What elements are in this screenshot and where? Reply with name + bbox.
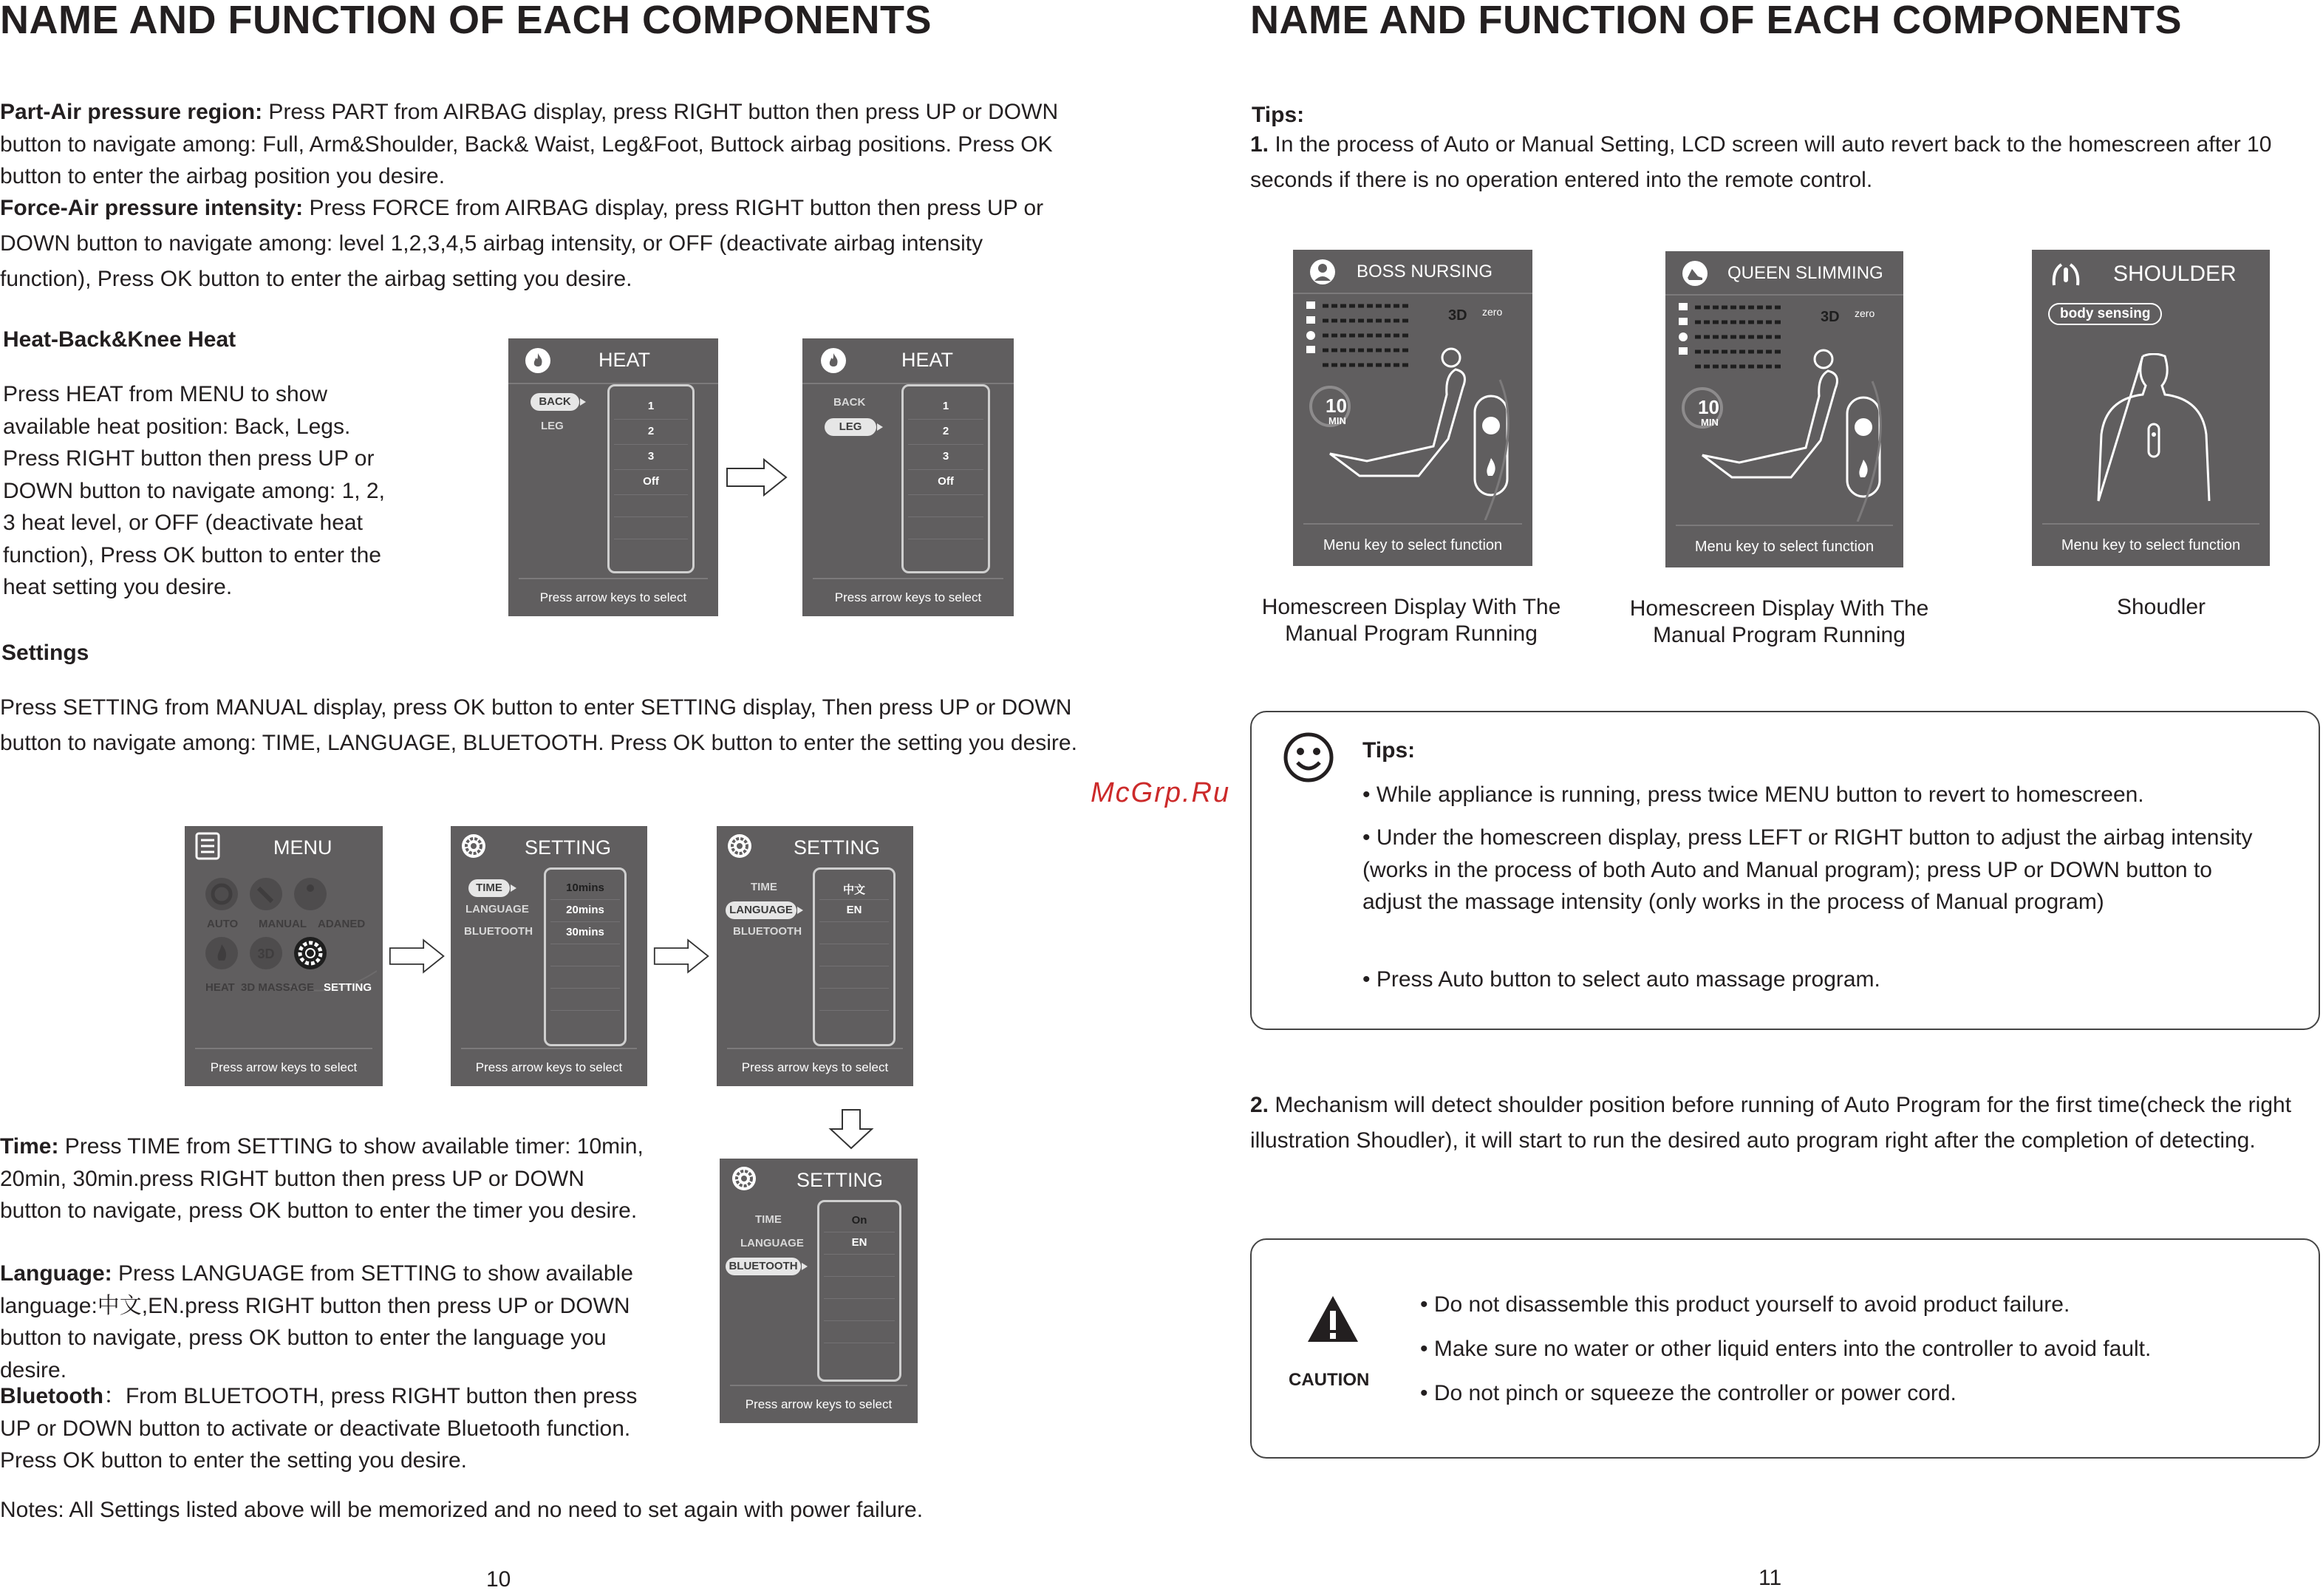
heat-level-panel: [607, 384, 695, 573]
homescreen1-timer: 10: [1326, 395, 1347, 417]
notes-text: Notes: All Settings listed above will be memorized and no need to set again with power failure.: [0, 1498, 924, 1522]
screen-header: [1665, 251, 1903, 296]
shoulder-icon: [2050, 260, 2082, 290]
tips-box: [1250, 711, 2320, 1030]
part-air-paragraph: [0, 96, 1064, 193]
menu-auto[interactable]: AUTO: [207, 918, 239, 930]
flame-icon: [820, 347, 847, 374]
tip1-paragraph: [1250, 127, 2314, 198]
menu-title: MENU: [273, 836, 332, 859]
tipsbox-item-2: • Under the homescreen display, press LEFT or RIGHT button to adjust the airbag intensity (works in the process of both Auto and Manual program); press UP or DOWN button to adjust the massage intensity (only works in the process of Manual program): [1362, 825, 2253, 914]
tip2-paragraph: [1250, 1088, 2314, 1159]
heat-level-2[interactable]: 2: [647, 425, 655, 437]
screen-header: [720, 1159, 918, 1203]
heat-heading: Heat-Back&Knee Heat: [3, 327, 236, 352]
homescreen3-title: SHOULDER: [2113, 262, 2237, 286]
time-text: Press TIME from SETTING to show available timer: 10min, 20min, 30min.press RIGHT button then press UP or DOWN button to navigate, press OK button to enter the timer you desire.: [0, 1134, 644, 1223]
homescreen-shoulder: [2032, 250, 2270, 566]
setting-screen-bluetooth: [720, 1159, 918, 1423]
arrow-down-icon: [828, 1108, 875, 1150]
watermark: McGrp.Ru: [1091, 777, 1231, 808]
heat-leg-option[interactable]: LEG: [541, 420, 564, 432]
screen-footer: Press arrow keys to select: [813, 578, 1003, 616]
time-paragraph: [0, 1130, 650, 1227]
homescreen2-caption: Homescreen Display With The Manual Program Running: [1629, 596, 1929, 647]
part-air-text: Press PART from AIRBAG display, press RIGHT button then press UP or DOWN button to navigate among: Full, Arm&Shoulder, Back& Waist, Leg&Foot, Buttock airbag positions. Press OK button to enter the airbag position you desire.: [0, 100, 1059, 188]
setting-language-selected[interactable]: LANGUAGE: [726, 901, 796, 919]
language-text: Press LANGUAGE from SETTING to show available language:中文,EN.press RIGHT button then press UP or DOWN button to navigate, press OK button to enter the language you desire.: [0, 1261, 633, 1382]
setting-language[interactable]: LANGUAGE: [740, 1237, 804, 1249]
heat-back-option-selected[interactable]: BACK: [531, 393, 579, 411]
homescreen2-3d-label: 3D: [1821, 309, 1840, 325]
time-value-panel: [544, 867, 627, 1046]
left-page-title: NAME AND FUNCTION OF EACH COMPONENTS: [0, 0, 932, 42]
time-label: Time:: [0, 1134, 59, 1159]
homescreen1-timer-unit: MIN: [1328, 415, 1346, 426]
setting-time[interactable]: TIME: [751, 881, 777, 893]
menu-manual[interactable]: MANUAL: [259, 918, 307, 930]
heat-level-3[interactable]: 3: [942, 450, 949, 463]
caution-label: CAUTION: [1289, 1370, 1370, 1390]
homescreen1-caption: Homescreen Display With The Manual Program Running: [1261, 595, 1561, 646]
setting-title: SETTING: [796, 1169, 884, 1191]
part-air-label: Part-Air pressure region:: [0, 100, 263, 124]
lang-chinese[interactable]: 中文: [842, 884, 865, 896]
heat-level-1[interactable]: 1: [647, 400, 655, 412]
bluetooth-paragraph: [0, 1380, 650, 1477]
homescreen-queen-slimming: [1665, 251, 1903, 567]
caution-item-1: • Do not disassemble this product yourself to avoid product failure.: [1420, 1292, 2070, 1317]
setting-bluetooth[interactable]: BLUETOOTH: [733, 925, 802, 938]
caution-box: [1250, 1238, 2320, 1459]
bt-on[interactable]: On: [851, 1214, 867, 1227]
force-air-text: Press FORCE from AIRBAG display, press RIGHT button then press UP or DOWN button to navigate among: level 1,2,3,4,5 airbag intensity, or OFF (deactivate airbag intensity function), Press OK button to enter the airbag setting you desire.: [0, 196, 1044, 291]
smiley-icon: [1283, 732, 1334, 783]
heat-leg-option-selected[interactable]: LEG: [825, 418, 876, 436]
arrow-right-icon: [726, 457, 789, 498]
force-air-label: Force-Air pressure intensity:: [0, 196, 304, 220]
lang-en[interactable]: EN: [846, 904, 862, 916]
screen-header: [717, 826, 913, 870]
homescreen1-title: BOSS NURSING: [1357, 262, 1493, 282]
time-10mins[interactable]: 10mins: [566, 881, 604, 894]
heat-back-option[interactable]: BACK: [833, 396, 866, 409]
menu-screen: [185, 826, 383, 1086]
menu-3d-massage[interactable]: 3D MASSAGE: [241, 981, 315, 994]
heat-level-3[interactable]: 3: [647, 450, 655, 463]
bluetooth-label: Bluetooth: [0, 1384, 103, 1408]
homescreen3-caption: Shoudler: [2116, 595, 2206, 619]
setting-time-selected[interactable]: TIME: [468, 879, 510, 897]
page-number-right: 11: [1759, 1566, 1782, 1590]
homescreen2-title: QUEEN SLIMMING: [1727, 263, 1883, 283]
setting-screen-language: [717, 826, 913, 1086]
homescreen1-footer: Menu key to select function: [1303, 523, 1522, 566]
heat-level-panel: [901, 384, 990, 573]
homescreen2-timer: 10: [1698, 396, 1719, 418]
menu-heat[interactable]: HEAT: [205, 981, 235, 994]
heat-text: Press HEAT from MENU to show available heat position: Back, Legs. Press RIGHT button then press UP or DOWN button to navigate among: 1, 2, 3 heat level, or OFF (deactivate heat function), Press OK button to enter the heat setting you desire.: [3, 382, 385, 599]
gear-icon: [731, 1166, 757, 1191]
screen-footer: Press arrow keys to select: [727, 1048, 903, 1086]
tip2-text: Mechanism will detect shoulder position before running of Auto Program for the first time(check the right illustration Shoudler), it will start to run the desired auto program right after the completion of detecting.: [1250, 1093, 2292, 1153]
homescreen1-zero-label: zero: [1482, 306, 1503, 318]
body-sensing-badge: body sensing: [2048, 303, 2162, 325]
homescreen2-zero-label: zero: [1855, 307, 1875, 319]
arrow-right-icon: [653, 937, 711, 975]
screen-header: [1293, 250, 1532, 294]
tipsbox-label: Tips:: [1362, 738, 1416, 763]
language-paragraph: [0, 1258, 650, 1386]
time-30mins[interactable]: 30mins: [566, 926, 604, 938]
right-page-title: NAME AND FUNCTION OF EACH COMPONENTS: [1250, 0, 2182, 42]
menu-list-icon: [195, 832, 220, 860]
settings-text: Press SETTING from MANUAL display, press OK button to enter SETTING display, Then press UP or DOWN button to navigate among: TIME, LANGUAGE, BLUETOOTH. Press OK button to enter the setting you desire.: [0, 695, 1077, 755]
tips-label: Tips:: [1252, 103, 1305, 127]
homescreen2-timer-unit: MIN: [1701, 417, 1719, 428]
screen-footer: Press arrow keys to select: [519, 578, 708, 616]
screen-footer: Press arrow keys to select: [195, 1048, 372, 1086]
bluetooth-text: ：From BLUETOOTH, press RIGHT button then press UP or DOWN button to activate or deactivate Bluetooth function. Press OK button to enter the setting you desire.: [0, 1384, 638, 1473]
screen-header: [802, 338, 1014, 384]
heat-level-off[interactable]: Off: [643, 475, 659, 488]
screen-header: [508, 338, 718, 384]
bt-en[interactable]: EN: [851, 1236, 867, 1249]
heat-screen-back: [508, 338, 718, 616]
tip1-text: In the process of Auto or Manual Setting, LCD screen will auto revert back to the homescreen after 10 seconds if there is no operation entered into the remote control.: [1250, 132, 2272, 192]
flame-icon: [525, 347, 551, 374]
force-air-paragraph: [0, 191, 1064, 297]
language-value-panel: [813, 867, 896, 1046]
gear-icon: [461, 833, 486, 859]
time-20mins[interactable]: 20mins: [566, 904, 604, 916]
body-silhouette-graphic: [2091, 353, 2217, 508]
page-number-left: 10: [486, 1567, 511, 1592]
homescreen3-footer: Menu key to select function: [2042, 523, 2259, 566]
boss-icon: [1309, 259, 1336, 285]
gear-icon: [727, 833, 752, 859]
language-label: Language:: [0, 1261, 112, 1286]
tipsbox-item-3: • Press Auto button to select auto massage program.: [1362, 967, 1880, 992]
arrow-right-icon: [389, 937, 446, 975]
tip1-number: 1.: [1250, 132, 1269, 157]
setting-title: SETTING: [794, 836, 881, 859]
caution-item-2: • Make sure no water or other liquid enters into the controller to avoid fault.: [1420, 1337, 2152, 1361]
setting-bluetooth[interactable]: BLUETOOTH: [464, 925, 533, 938]
settings-paragraph: [0, 690, 1079, 761]
heat-screen-leg: [802, 338, 1014, 616]
screen-footer: Press arrow keys to select: [461, 1048, 637, 1086]
bluetooth-value-panel: [817, 1200, 901, 1382]
screen-footer: Press arrow keys to select: [730, 1385, 907, 1423]
settings-heading: Settings: [1, 641, 89, 665]
warning-icon: [1305, 1293, 1361, 1345]
tipsbox-item-1: • While appliance is running, press twice MENU button to revert to homescreen.: [1362, 782, 2144, 807]
high-heel-icon: [1682, 260, 1708, 287]
setting-time[interactable]: TIME: [755, 1213, 782, 1226]
homescreen-boss-nursing: [1293, 250, 1532, 566]
heat-level-off[interactable]: Off: [938, 475, 954, 488]
screen-header: [451, 826, 647, 870]
menu-setting-selected[interactable]: SETTING: [324, 981, 372, 994]
screen-header: [185, 826, 383, 870]
caution-item-3: • Do not pinch or squeeze the controller or power cord.: [1420, 1381, 1957, 1405]
setting-bluetooth-selected[interactable]: BLUETOOTH: [726, 1258, 801, 1275]
menu-adaned[interactable]: ADANED: [318, 918, 366, 930]
heat-title: HEAT: [598, 349, 651, 371]
setting-language[interactable]: LANGUAGE: [465, 903, 529, 915]
setting-title: SETTING: [525, 836, 612, 859]
homescreen1-3d-label: 3D: [1448, 307, 1467, 324]
tip2-number: 2.: [1250, 1093, 1269, 1117]
heat-level-2[interactable]: 2: [942, 425, 949, 437]
heat-level-1[interactable]: 1: [942, 400, 949, 412]
setting-screen-time: [451, 826, 647, 1086]
heat-title: HEAT: [901, 349, 954, 371]
svg-text:3D: 3D: [257, 947, 275, 961]
homescreen2-footer: Menu key to select function: [1676, 525, 1893, 567]
